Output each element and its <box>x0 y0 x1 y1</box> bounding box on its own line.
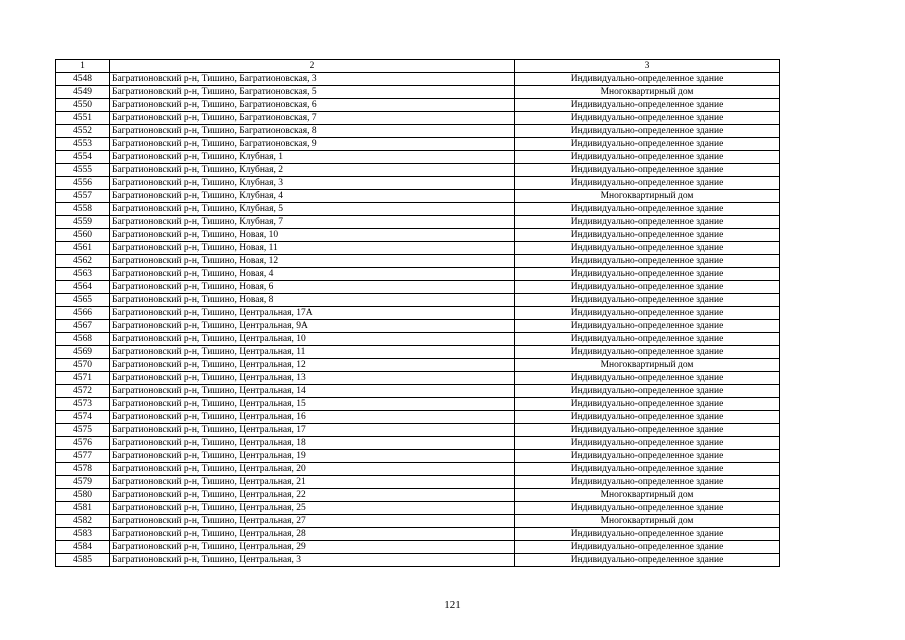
table-row <box>56 268 780 281</box>
building-type-cell: Индивидуально-определенное здание <box>515 372 780 385</box>
address-cell: Багратионовский р-н, Тишино, Клубная, 4 <box>110 190 515 203</box>
address-cell: Багратионовский р-н, Тишино, Центральная, 17А <box>110 307 515 320</box>
row-number-cell: 4549 <box>56 86 110 99</box>
row-number-cell: 4584 <box>56 541 110 554</box>
building-type-cell: Индивидуально-определенное здание <box>515 398 780 411</box>
address-cell: Багратионовский р-н, Тишино, Багратионовская, 7 <box>110 112 515 125</box>
building-type-cell: Многоквартирный дом <box>515 190 780 203</box>
table-row <box>56 450 780 463</box>
table-row <box>56 216 780 229</box>
building-type-cell: Многоквартирный дом <box>515 515 780 528</box>
address-cell: Багратионовский р-н, Тишино, Клубная, 2 <box>110 164 515 177</box>
building-type-cell: Индивидуально-определенное здание <box>515 138 780 151</box>
building-type-cell: Индивидуально-определенное здание <box>515 112 780 125</box>
row-number-cell: 4552 <box>56 125 110 138</box>
row-number-cell: 4562 <box>56 255 110 268</box>
table-row <box>56 515 780 528</box>
address-cell: Багратионовский р-н, Тишино, Новая, 12 <box>110 255 515 268</box>
row-number-cell: 4577 <box>56 450 110 463</box>
header-cell-3: 3 <box>515 60 780 73</box>
row-number-cell: 4581 <box>56 502 110 515</box>
row-number-cell: 4555 <box>56 164 110 177</box>
building-type-cell: Индивидуально-определенное здание <box>515 242 780 255</box>
row-number-cell: 4551 <box>56 112 110 125</box>
address-cell: Багратионовский р-н, Тишино, Центральная, 18 <box>110 437 515 450</box>
address-cell: Багратионовский р-н, Тишино, Клубная, 5 <box>110 203 515 216</box>
table-row <box>56 320 780 333</box>
building-type-cell: Индивидуально-определенное здание <box>515 502 780 515</box>
address-cell: Багратионовский р-н, Тишино, Центральная, 10 <box>110 333 515 346</box>
address-cell: Багратионовский р-н, Тишино, Центральная, 27 <box>110 515 515 528</box>
row-number-cell: 4579 <box>56 476 110 489</box>
building-type-cell: Индивидуально-определенное здание <box>515 528 780 541</box>
row-number-cell: 4559 <box>56 216 110 229</box>
row-number-cell: 4583 <box>56 528 110 541</box>
table-row <box>56 294 780 307</box>
building-type-cell: Многоквартирный дом <box>515 489 780 502</box>
address-cell: Багратионовский р-н, Тишино, Багратионовская, 5 <box>110 86 515 99</box>
address-cell: Багратионовский р-н, Тишино, Багратионовская, 6 <box>110 99 515 112</box>
row-number-cell: 4567 <box>56 320 110 333</box>
row-number-cell: 4576 <box>56 437 110 450</box>
address-cell: Багратионовский р-н, Тишино, Клубная, 1 <box>110 151 515 164</box>
table-row <box>56 372 780 385</box>
table-row <box>56 229 780 242</box>
table-row <box>56 437 780 450</box>
address-cell: Багратионовский р-н, Тишино, Новая, 4 <box>110 268 515 281</box>
table-row <box>56 112 780 125</box>
building-type-cell: Индивидуально-определенное здание <box>515 255 780 268</box>
row-number-cell: 4575 <box>56 424 110 437</box>
address-cell: Багратионовский р-н, Тишино, Центральная, 17 <box>110 424 515 437</box>
address-cell: Багратионовский р-н, Тишино, Новая, 8 <box>110 294 515 307</box>
row-number-cell: 4570 <box>56 359 110 372</box>
row-number-cell: 4580 <box>56 489 110 502</box>
row-number-cell: 4572 <box>56 385 110 398</box>
table-row <box>56 476 780 489</box>
row-number-cell: 4578 <box>56 463 110 476</box>
table-row <box>56 398 780 411</box>
address-cell: Багратионовский р-н, Тишино, Багратионовская, 8 <box>110 125 515 138</box>
address-cell: Багратионовский р-н, Тишино, Центральная, 12 <box>110 359 515 372</box>
building-type-cell: Индивидуально-определенное здание <box>515 476 780 489</box>
table-row <box>56 203 780 216</box>
table-row <box>56 463 780 476</box>
building-type-cell: Индивидуально-определенное здание <box>515 385 780 398</box>
table-row <box>56 99 780 112</box>
table-row <box>56 151 780 164</box>
building-type-cell: Индивидуально-определенное здание <box>515 125 780 138</box>
row-number-cell: 4585 <box>56 554 110 567</box>
row-number-cell: 4561 <box>56 242 110 255</box>
address-cell: Багратионовский р-н, Тишино, Багратионовская, 3 <box>110 73 515 86</box>
building-type-cell: Индивидуально-определенное здание <box>515 320 780 333</box>
building-type-cell: Индивидуально-определенное здание <box>515 333 780 346</box>
table-row <box>56 138 780 151</box>
page-number: 121 <box>444 599 461 611</box>
building-type-cell: Индивидуально-определенное здание <box>515 73 780 86</box>
address-cell: Багратионовский р-н, Тишино, Новая, 11 <box>110 242 515 255</box>
building-type-cell: Индивидуально-определенное здание <box>515 346 780 359</box>
table-row <box>56 307 780 320</box>
address-cell: Багратионовский р-н, Тишино, Центральная, 21 <box>110 476 515 489</box>
row-number-cell: 4558 <box>56 203 110 216</box>
building-type-cell: Индивидуально-определенное здание <box>515 151 780 164</box>
row-number-cell: 4582 <box>56 515 110 528</box>
building-type-cell: Индивидуально-определенное здание <box>515 541 780 554</box>
table-row <box>56 190 780 203</box>
building-type-cell: Индивидуально-определенное здание <box>515 294 780 307</box>
row-number-cell: 4553 <box>56 138 110 151</box>
address-cell: Багратионовский р-н, Тишино, Центральная, 9А <box>110 320 515 333</box>
address-cell: Багратионовский р-н, Тишино, Новая, 10 <box>110 229 515 242</box>
building-type-cell: Индивидуально-определенное здание <box>515 203 780 216</box>
address-cell: Багратионовский р-н, Тишино, Новая, 6 <box>110 281 515 294</box>
table-row <box>56 424 780 437</box>
table-row <box>56 164 780 177</box>
table-row <box>56 489 780 502</box>
building-type-cell: Индивидуально-определенное здание <box>515 229 780 242</box>
table-row <box>56 73 780 86</box>
address-cell: Багратионовский р-н, Тишино, Центральная, 19 <box>110 450 515 463</box>
building-type-cell: Индивидуально-определенное здание <box>515 177 780 190</box>
building-type-cell: Индивидуально-определенное здание <box>515 424 780 437</box>
row-number-cell: 4568 <box>56 333 110 346</box>
table-row <box>56 86 780 99</box>
row-number-cell: 4571 <box>56 372 110 385</box>
address-cell: Багратионовский р-н, Тишино, Центральная, 25 <box>110 502 515 515</box>
row-number-cell: 4565 <box>56 294 110 307</box>
table-row <box>56 346 780 359</box>
building-type-cell: Индивидуально-определенное здание <box>515 268 780 281</box>
table-row <box>56 385 780 398</box>
row-number-cell: 4550 <box>56 99 110 112</box>
building-type-cell: Индивидуально-определенное здание <box>515 437 780 450</box>
building-type-cell: Индивидуально-определенное здание <box>515 463 780 476</box>
building-table <box>55 59 780 567</box>
building-type-cell: Индивидуально-определенное здание <box>515 554 780 567</box>
table-row <box>56 528 780 541</box>
row-number-cell: 4554 <box>56 151 110 164</box>
address-cell: Багратионовский р-н, Тишино, Клубная, 3 <box>110 177 515 190</box>
table-row <box>56 541 780 554</box>
address-cell: Багратионовский р-н, Тишино, Центральная, 20 <box>110 463 515 476</box>
address-cell: Багратионовский р-н, Тишино, Центральная, 15 <box>110 398 515 411</box>
row-number-cell: 4563 <box>56 268 110 281</box>
row-number-cell: 4557 <box>56 190 110 203</box>
building-type-cell: Многоквартирный дом <box>515 86 780 99</box>
row-number-cell: 4566 <box>56 307 110 320</box>
row-number-cell: 4548 <box>56 73 110 86</box>
table-row <box>56 554 780 567</box>
building-type-cell: Многоквартирный дом <box>515 359 780 372</box>
table-row <box>56 333 780 346</box>
table-row <box>56 255 780 268</box>
building-type-cell: Индивидуально-определенное здание <box>515 99 780 112</box>
building-type-cell: Индивидуально-определенное здание <box>515 411 780 424</box>
table-row <box>56 177 780 190</box>
table-header-row <box>56 60 780 73</box>
address-cell: Багратионовский р-н, Тишино, Центральная, 29 <box>110 541 515 554</box>
table-row <box>56 281 780 294</box>
table-body <box>56 60 780 567</box>
table-row <box>56 411 780 424</box>
row-number-cell: 4564 <box>56 281 110 294</box>
row-number-cell: 4569 <box>56 346 110 359</box>
header-cell-1: 1 <box>56 60 110 73</box>
address-cell: Багратионовский р-н, Тишино, Центральная, 13 <box>110 372 515 385</box>
address-cell: Багратионовский р-н, Тишино, Центральная, 16 <box>110 411 515 424</box>
building-type-cell: Индивидуально-определенное здание <box>515 216 780 229</box>
row-number-cell: 4574 <box>56 411 110 424</box>
row-number-cell: 4560 <box>56 229 110 242</box>
building-type-cell: Индивидуально-определенное здание <box>515 281 780 294</box>
building-type-cell: Индивидуально-определенное здание <box>515 164 780 177</box>
row-number-cell: 4556 <box>56 177 110 190</box>
table-row <box>56 242 780 255</box>
building-type-cell: Индивидуально-определенное здание <box>515 307 780 320</box>
address-cell: Багратионовский р-н, Тишино, Клубная, 7 <box>110 216 515 229</box>
header-cell-2: 2 <box>110 60 515 73</box>
address-cell: Багратионовский р-н, Тишино, Центральная, 3 <box>110 554 515 567</box>
table-row <box>56 359 780 372</box>
building-type-cell: Индивидуально-определенное здание <box>515 450 780 463</box>
table-row <box>56 502 780 515</box>
address-cell: Багратионовский р-н, Тишино, Центральная, 22 <box>110 489 515 502</box>
address-cell: Багратионовский р-н, Тишино, Багратионовская, 9 <box>110 138 515 151</box>
table-row <box>56 125 780 138</box>
address-cell: Багратионовский р-н, Тишино, Центральная, 14 <box>110 385 515 398</box>
address-cell: Багратионовский р-н, Тишино, Центральная, 11 <box>110 346 515 359</box>
address-cell: Багратионовский р-н, Тишино, Центральная, 28 <box>110 528 515 541</box>
row-number-cell: 4573 <box>56 398 110 411</box>
